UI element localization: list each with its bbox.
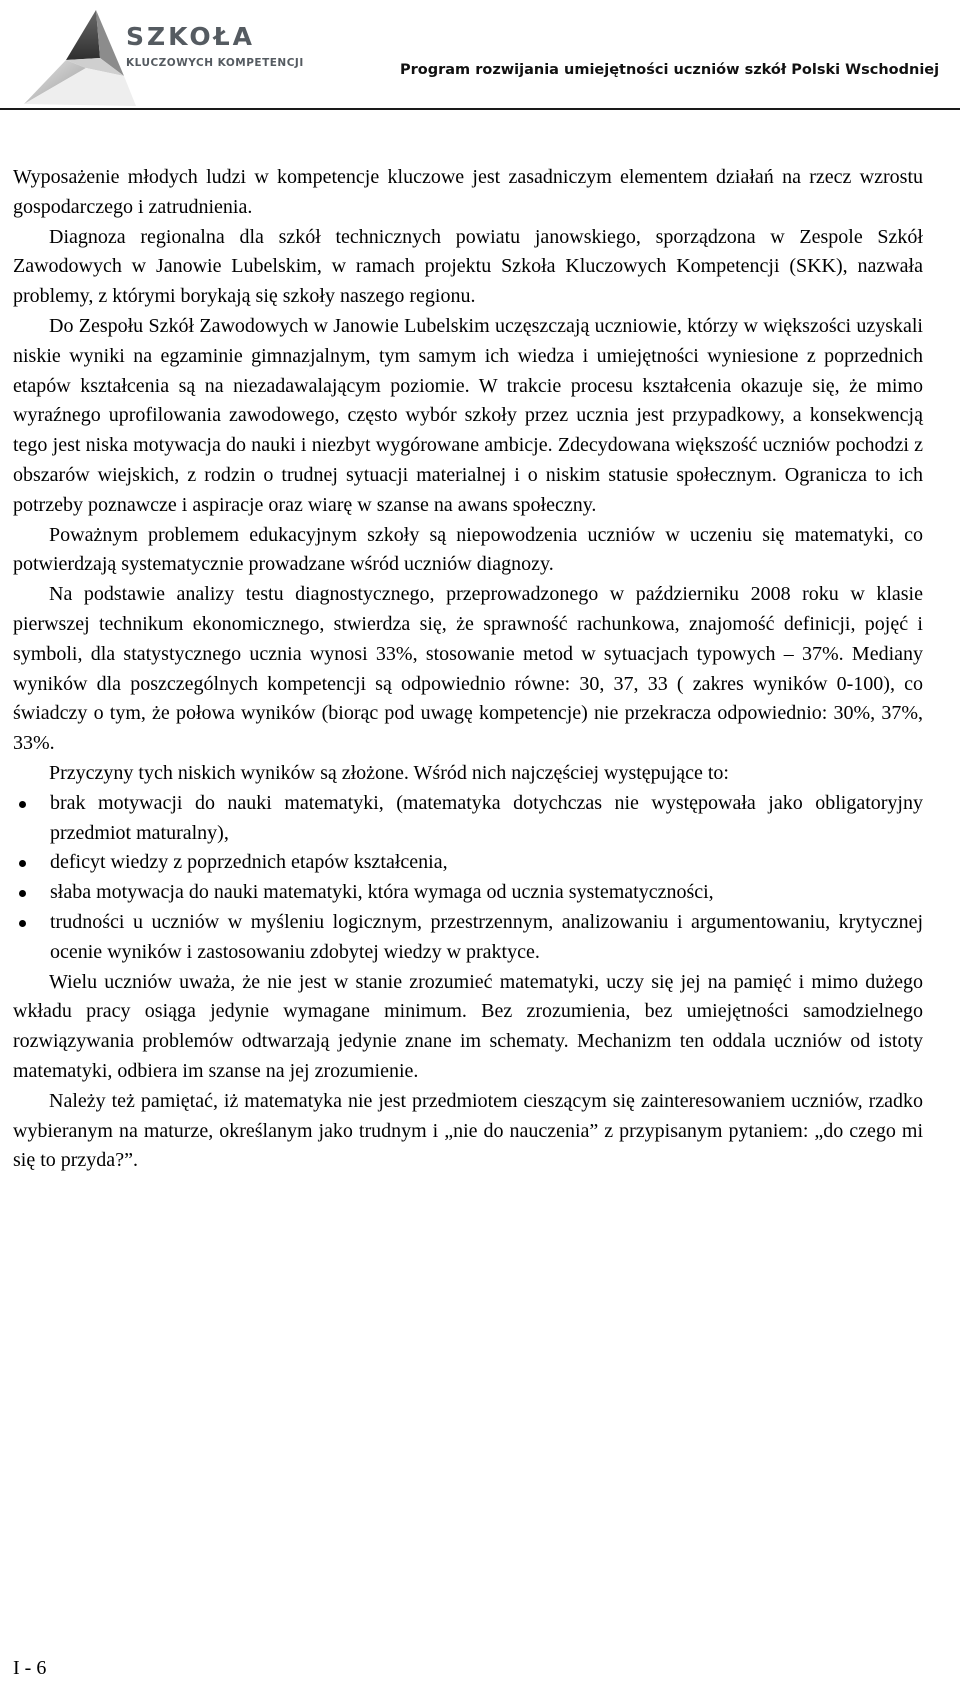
paragraph-6: Przyczyny tych niskich wyników są złożone. Wśród nich najczęściej występujące to: — [49, 761, 729, 784]
page-number: I - 6 — [13, 1657, 47, 1679]
paragraph-8: Należy też pamiętać, iż matematyka nie jest przedmiotem cieszącym się zainteresowaniem uczniów, rzadko wybieranym na maturze, określanym jako trudnym i „nie do nauczenia” z przypisanym pytaniem: „do czego mi się to przyda?”. — [13, 1089, 923, 1172]
list-item: deficyt wiedzy z poprzednich etapów kształcenia, — [50, 848, 923, 878]
list-item: słaba motywacja do nauki matematyki, która wymaga od ucznia systematyczności, — [50, 878, 923, 908]
header-divider — [0, 108, 960, 110]
list-item: brak motywacji do nauki matematyki, (matematyka dotychczas nie występowała jako obligatoryjny przedmiot maturalny), — [50, 789, 923, 849]
logo-title: SZKOŁA — [126, 22, 256, 51]
list-item: trudności u uczniów w myśleniu logicznym, przestrzennym, analizowaniu i argumentowaniu, krytycznej ocenie wyników i zastosowaniu zdobytej wiedzy w praktyce. — [50, 908, 923, 968]
paragraph-3: Do Zespołu Szkół Zawodowych w Janowie Lubelskim uczęszczają uczniowie, którzy w większości uzyskali niskie wyniki na egzaminie gimnazjalnym, tym samym ich wiedza i umiejętności wyniesione z poprzednich etapów kształcenia są na niezadawalającym poziomie. W trakcie procesu kształcenia okazuje się, że mimo wyraźnego uprofilowania zawodowego, często wybór szkoły przez ucznia jest przypadkowy, a konsekwencją tego jest niska motywacja do nauki i niezbyt wygórowane ambicje. Zdecydowana większość uczniów pochodzi z obszarów wiejskich, z rodzin o trudnej sytuacji materialnej i o niskim statusie społecznym. Ogranicza to ich potrzeby poznawcze i aspiracje oraz wiarę w szanse na awans społeczny. — [13, 314, 923, 516]
program-title: Program rozwijania umiejętności uczniów szkół Polski Wschodniej — [400, 62, 940, 78]
paragraph-4: Poważnym problemem edukacyjnym szkoły są niepowodzenia uczniów w uczeniu się matematyki, co potwierdzają systematycznie prowadzane wśród uczniów diagnozy. — [13, 523, 923, 576]
paragraph-7: Wielu uczniów uważa, że nie jest w stanie zrozumieć matematyki, uczy się jej na pamięć i mimo dużego wkładu pracy osiąga jedynie wymagane minimum. Bez zrozumienia, bez umiejętności samodzielnego rozwiązywania problemów odtwarzają jedynie znane im schematy. Mechanizm ten oddala uczniów od istoty matematyki, odbiera im szanse na jej zrozumienie. — [13, 970, 923, 1082]
logo-subtitle: KLUCZOWYCH KOMPETENCJI — [126, 57, 304, 69]
document-body — [13, 163, 923, 1176]
paragraph-1: Wyposażenie młodych ludzi w kompetencje kluczowe jest zasadniczym elementem działań na rzecz wzrostu gospodarczego i zatrudnienia. — [13, 166, 923, 218]
szkola-logo-icon — [24, 6, 136, 106]
causes-list — [13, 789, 923, 968]
page-header — [0, 0, 960, 112]
paragraph-5: Na podstawie analizy testu diagnostycznego, przeprowadzonego w październiku 2008 roku w klasie pierwszej technikum ekonomicznego, stwierdza się, że sprawność rachunkowa, znajomość definicji, pojęć i symboli, dla statystycznego ucznia wynosi 33%, stosowanie metod w sytuacjach typowych – 37%. Mediany wyników dla poszczególnych kompetencji są odpowiednio równe: 30, 37, 33 ( zakres wyników 0-100), co świadczy o tym, że połowa wyników (biorąc pod uwagę kompetencje) nie przekracza odpowiednio: 30%, 37%, 33%. — [13, 583, 923, 755]
paragraph-2: Diagnoza regionalna dla szkół technicznych powiatu janowskiego, sporządzona w Zespole Szkół Zawodowych w Janowie Lubelskim, w ramach projektu Szkoła Kluczowych Kompetencji (SKK), nazwała problemy, z którymi borykają się szkoły naszego regionu. — [13, 225, 923, 308]
